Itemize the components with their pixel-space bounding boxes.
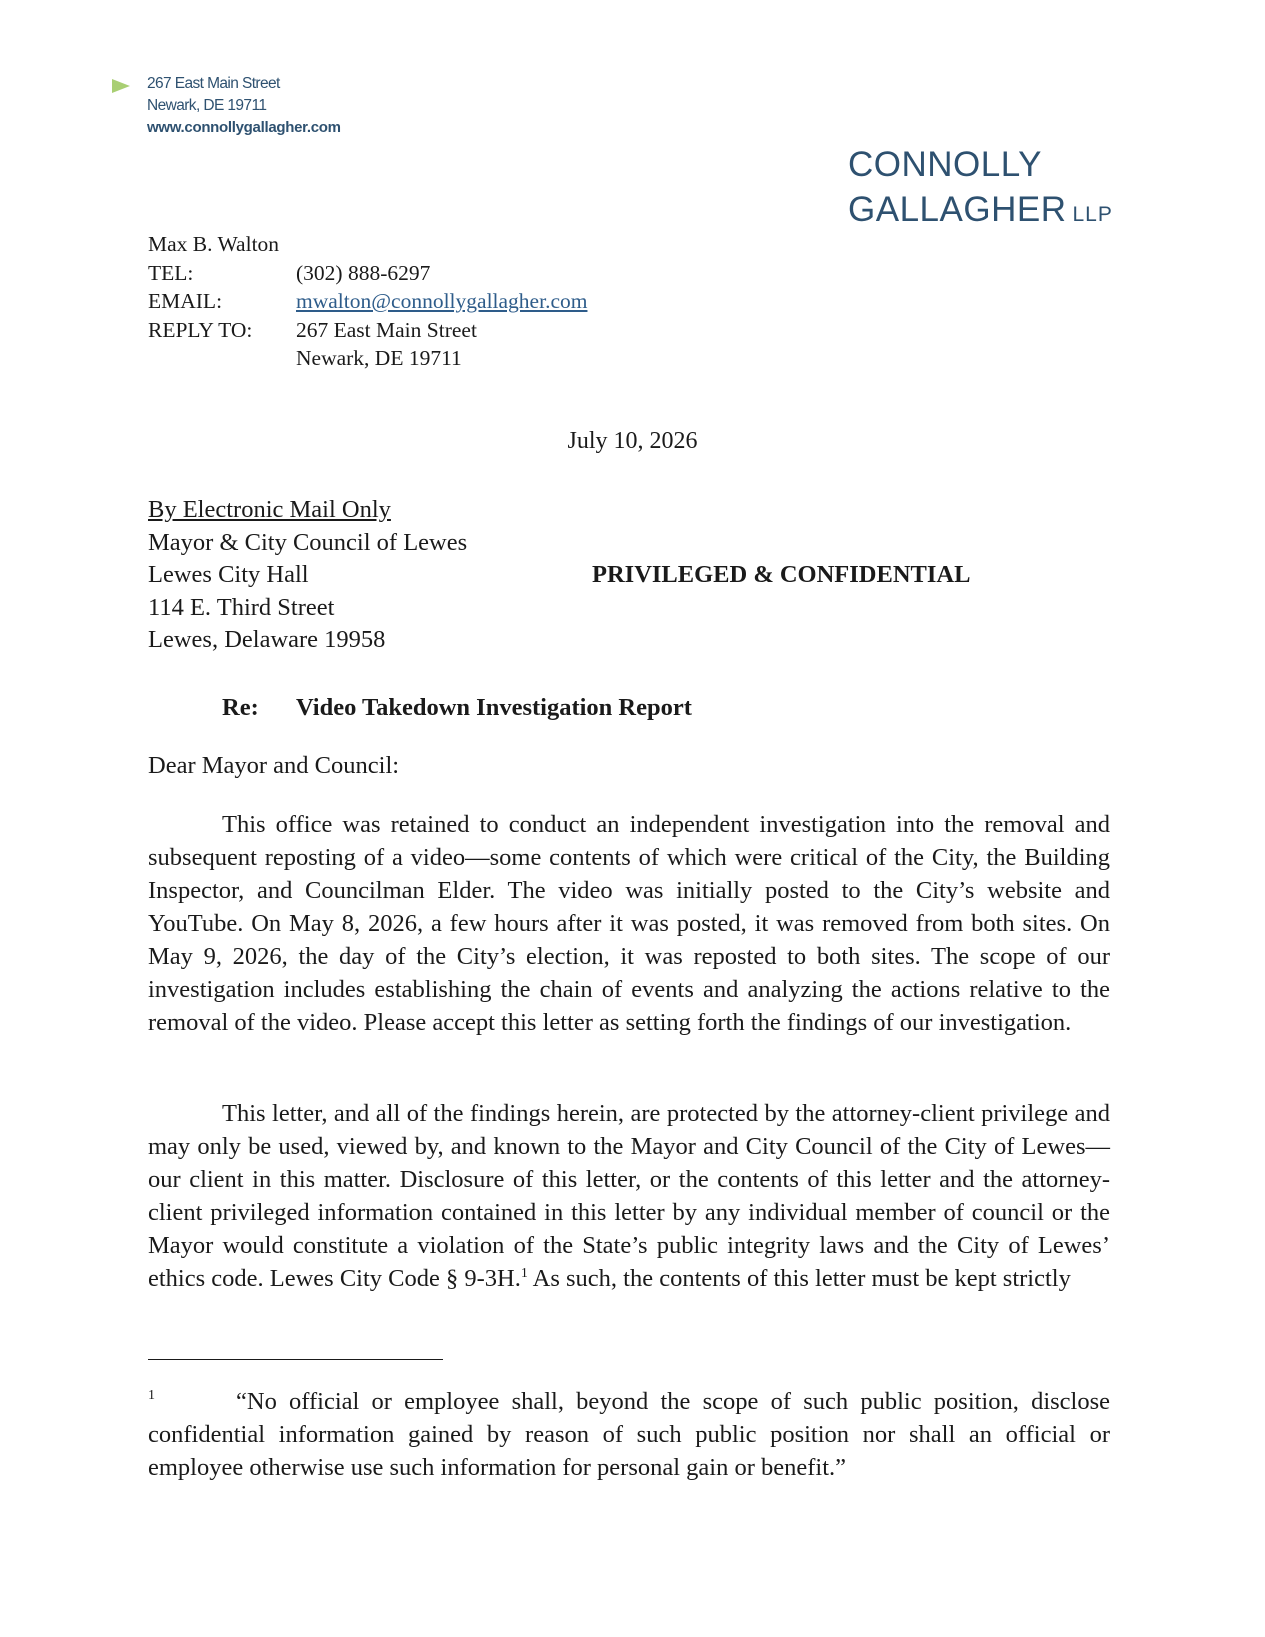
re-label: Re: — [222, 694, 259, 721]
sender-email-row — [148, 287, 587, 316]
firm-name-line2 — [848, 187, 1113, 237]
privileged-notice: PRIVILEGED & CONFIDENTIAL — [592, 561, 971, 588]
sender-name: Max B. Walton — [148, 232, 280, 256]
footnote-text: “No official or employee shall, beyond the scope of such public position, disclose confidential information gained by reason of such public position nor shall an official or employee otherwise use such information for personal gain or benefit.” — [148, 1388, 1110, 1481]
reply-address-line1: 267 East Main Street — [296, 317, 477, 342]
salutation: Dear Mayor and Council: — [148, 752, 400, 779]
body-paragraph-2-text: This letter, and all of the findings herein, are protected by the attorney-client privilege and may only be used, viewed by, and known to the Mayor and City Council of the City of Lewes—our client in this matter. Disclosure of this letter, or the contents of this letter and the attorney-client privileged information contained in this letter by any individual member of council or the Mayor would constitute a violation of the State’s public integrity laws and the City of Lewes’ ethics code. Lewes City Code § 9-3H. — [148, 1100, 1110, 1292]
letterhead-website-link[interactable]: www.connollygallagher.com — [147, 119, 341, 136]
body-paragraph-1: This office was retained to conduct an independent investigation into the removal and subsequent reposting of a video—some contents of which were critical of the City, the Building Inspector, and Councilman Elder. The video was initially posted to the City’s website and YouTube. On May 8, 2026, a few hours after it was posted, it was removed from both sites. On May 9, 2026, the day of the City’s election, it was reposted to both sites. The scope of our investigation includes establishing the chain of events and analyzing the actions relative to the removal of the video. Please accept this letter as setting forth the findings of our investigation. — [148, 811, 1110, 1036]
letter-date: July 10, 2026 — [567, 428, 698, 454]
footnote — [148, 1385, 1110, 1484]
sender-block — [148, 230, 587, 373]
reply-address-line2: Newark, DE 19711 — [296, 346, 462, 370]
tel-label: TEL: — [148, 260, 194, 285]
firm-suffix: LLP — [1072, 203, 1113, 226]
email-link[interactable]: mwalton@connollygallagher.com — [296, 289, 588, 313]
letterhead-city: Newark, DE 19711 — [147, 97, 267, 114]
firm-name-line1: CONNOLLY — [848, 145, 1042, 184]
re-subject: Video Takedown Investigation Report — [296, 694, 692, 721]
recipient-line2: Lewes City Hall — [148, 561, 309, 588]
footnote-number: 1 — [148, 1388, 155, 1403]
letterhead-street: 267 East Main Street — [147, 75, 280, 92]
sender-reply-row — [148, 316, 587, 345]
recipient-line4: Lewes, Delaware 19958 — [148, 626, 386, 653]
firm-logo — [848, 142, 1113, 237]
sender-reply-row-2 — [148, 344, 587, 373]
recipient-line1: Mayor & City Council of Lewes — [148, 528, 468, 556]
body-paragraph-2 — [148, 1097, 1110, 1295]
letterhead-address — [147, 73, 341, 139]
email-label: EMAIL: — [148, 289, 223, 313]
reply-label: REPLY TO: — [148, 317, 253, 342]
footnote-reference[interactable]: 1 — [520, 1265, 528, 1281]
body-paragraph-2-continuation: As such, the contents of this letter must be kept strictly — [527, 1265, 1071, 1292]
tel-value: (302) 888-6297 — [296, 260, 431, 285]
firm-name-gallagher: GALLAGHER — [848, 190, 1067, 229]
recipient-line3: 114 E. Third Street — [148, 593, 335, 621]
sender-tel-row — [148, 259, 587, 288]
letterhead-arrow-icon — [112, 79, 130, 93]
delivery-method: By Electronic Mail Only — [148, 496, 391, 523]
footnote-divider — [148, 1359, 443, 1360]
re-line — [222, 694, 692, 722]
recipient-block — [148, 494, 467, 657]
